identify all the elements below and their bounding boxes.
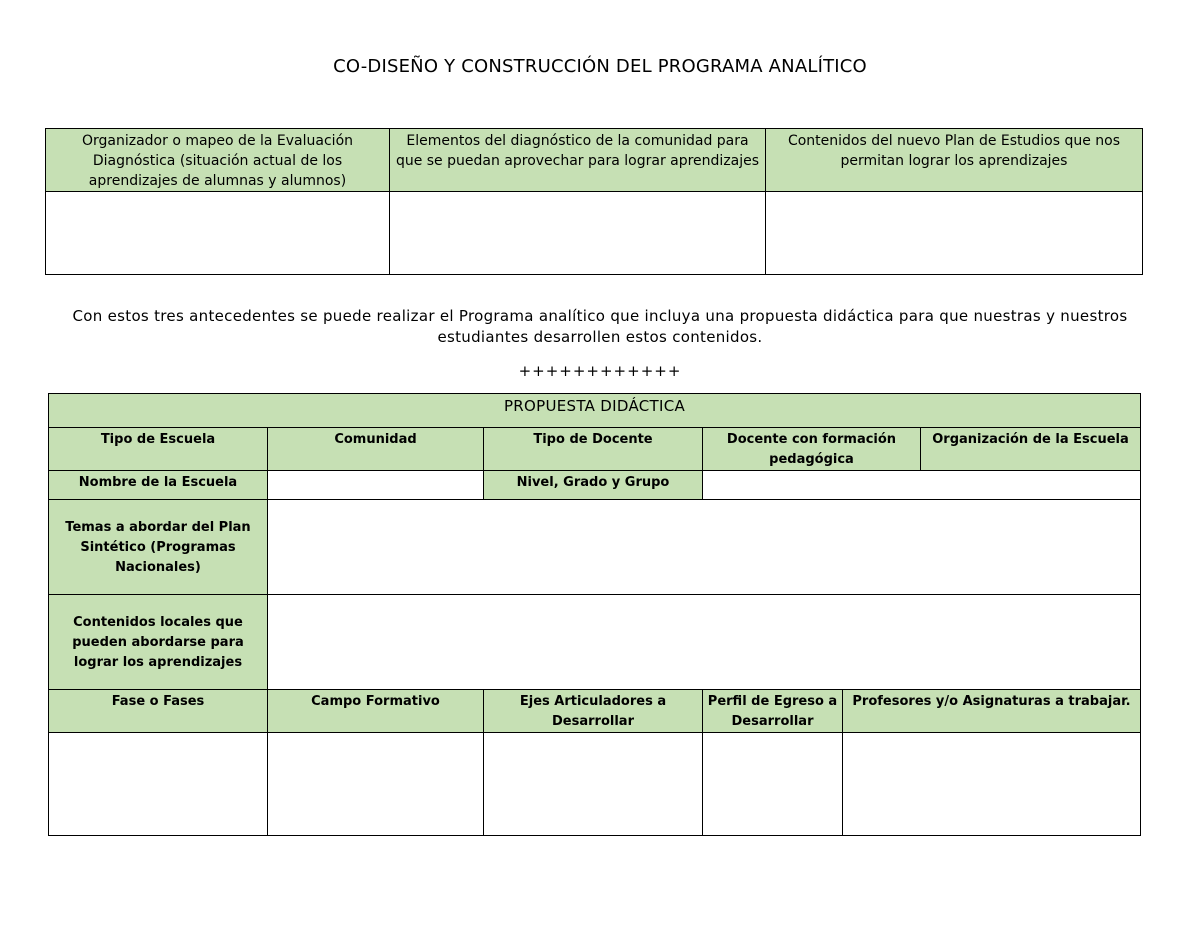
field-profesores-asignaturas[interactable]: [843, 733, 1141, 836]
field-fase[interactable]: [49, 733, 268, 836]
field-nivel-grado-grupo[interactable]: [703, 471, 1141, 500]
label-nombre-escuela: Nombre de la Escuela: [49, 471, 268, 500]
instruction-paragraph: Con estos tres antecedentes se puede realizar el Programa analítico que incluya una propuesta didáctica para que nuestras y nuestros estudiantes desarrollen estos contenidos.: [72, 307, 1128, 346]
page-title: CO-DISEÑO Y CONSTRUCCIÓN DEL PROGRAMA ANALÍTICO: [333, 56, 867, 77]
label-tipo-escuela: Tipo de Escuela: [49, 428, 268, 471]
label-temas-plan-sintetico: Temas a abordar del Plan Sintético (Programas Nacionales): [49, 500, 268, 595]
label-campo-formativo: Campo Formativo: [268, 690, 484, 733]
cell-contenidos-plan[interactable]: [766, 192, 1143, 275]
header-evaluacion-diagnostica: Organizador o mapeo de la Evaluación Diagnóstica (situación actual de los aprendizajes de alumnas y alumnos): [46, 129, 390, 192]
separator: ++++++++++++: [518, 362, 682, 380]
diagnostic-table: [45, 128, 1143, 275]
field-perfil-egreso[interactable]: [703, 733, 843, 836]
field-temas-plan-sintetico[interactable]: [268, 500, 1141, 595]
propuesta-didactica-title: PROPUESTA DIDÁCTICA: [49, 394, 1141, 428]
header-elementos-diagnostico: Elementos del diagnóstico de la comunidad para que se puedan aprovechar para lograr aprendizajes: [390, 129, 766, 192]
cell-elementos-diagnostico[interactable]: [390, 192, 766, 275]
label-contenidos-locales: Contenidos locales que pueden abordarse para lograr los aprendizajes: [49, 595, 268, 690]
label-profesores-asignaturas: Profesores y/o Asignaturas a trabajar.: [843, 690, 1141, 733]
label-fase: Fase o Fases: [49, 690, 268, 733]
field-nombre-escuela[interactable]: [268, 471, 484, 500]
label-comunidad: Comunidad: [268, 428, 484, 471]
label-docente-formacion: Docente con formación pedagógica: [703, 428, 921, 471]
propuesta-didactica-table: [48, 393, 1141, 836]
label-tipo-docente: Tipo de Docente: [484, 428, 703, 471]
field-campo-formativo[interactable]: [268, 733, 484, 836]
label-nivel-grado-grupo: Nivel, Grado y Grupo: [484, 471, 703, 500]
label-organizacion-escuela: Organización de la Escuela: [921, 428, 1141, 471]
label-ejes-articuladores: Ejes Articuladores a Desarrollar: [484, 690, 703, 733]
header-contenidos-plan: Contenidos del nuevo Plan de Estudios que nos permitan lograr los aprendizajes: [766, 129, 1143, 192]
cell-evaluacion-diagnostica[interactable]: [46, 192, 390, 275]
field-ejes-articuladores[interactable]: [484, 733, 703, 836]
field-contenidos-locales[interactable]: [268, 595, 1141, 690]
label-perfil-egreso: Perfil de Egreso a Desarrollar: [703, 690, 843, 733]
